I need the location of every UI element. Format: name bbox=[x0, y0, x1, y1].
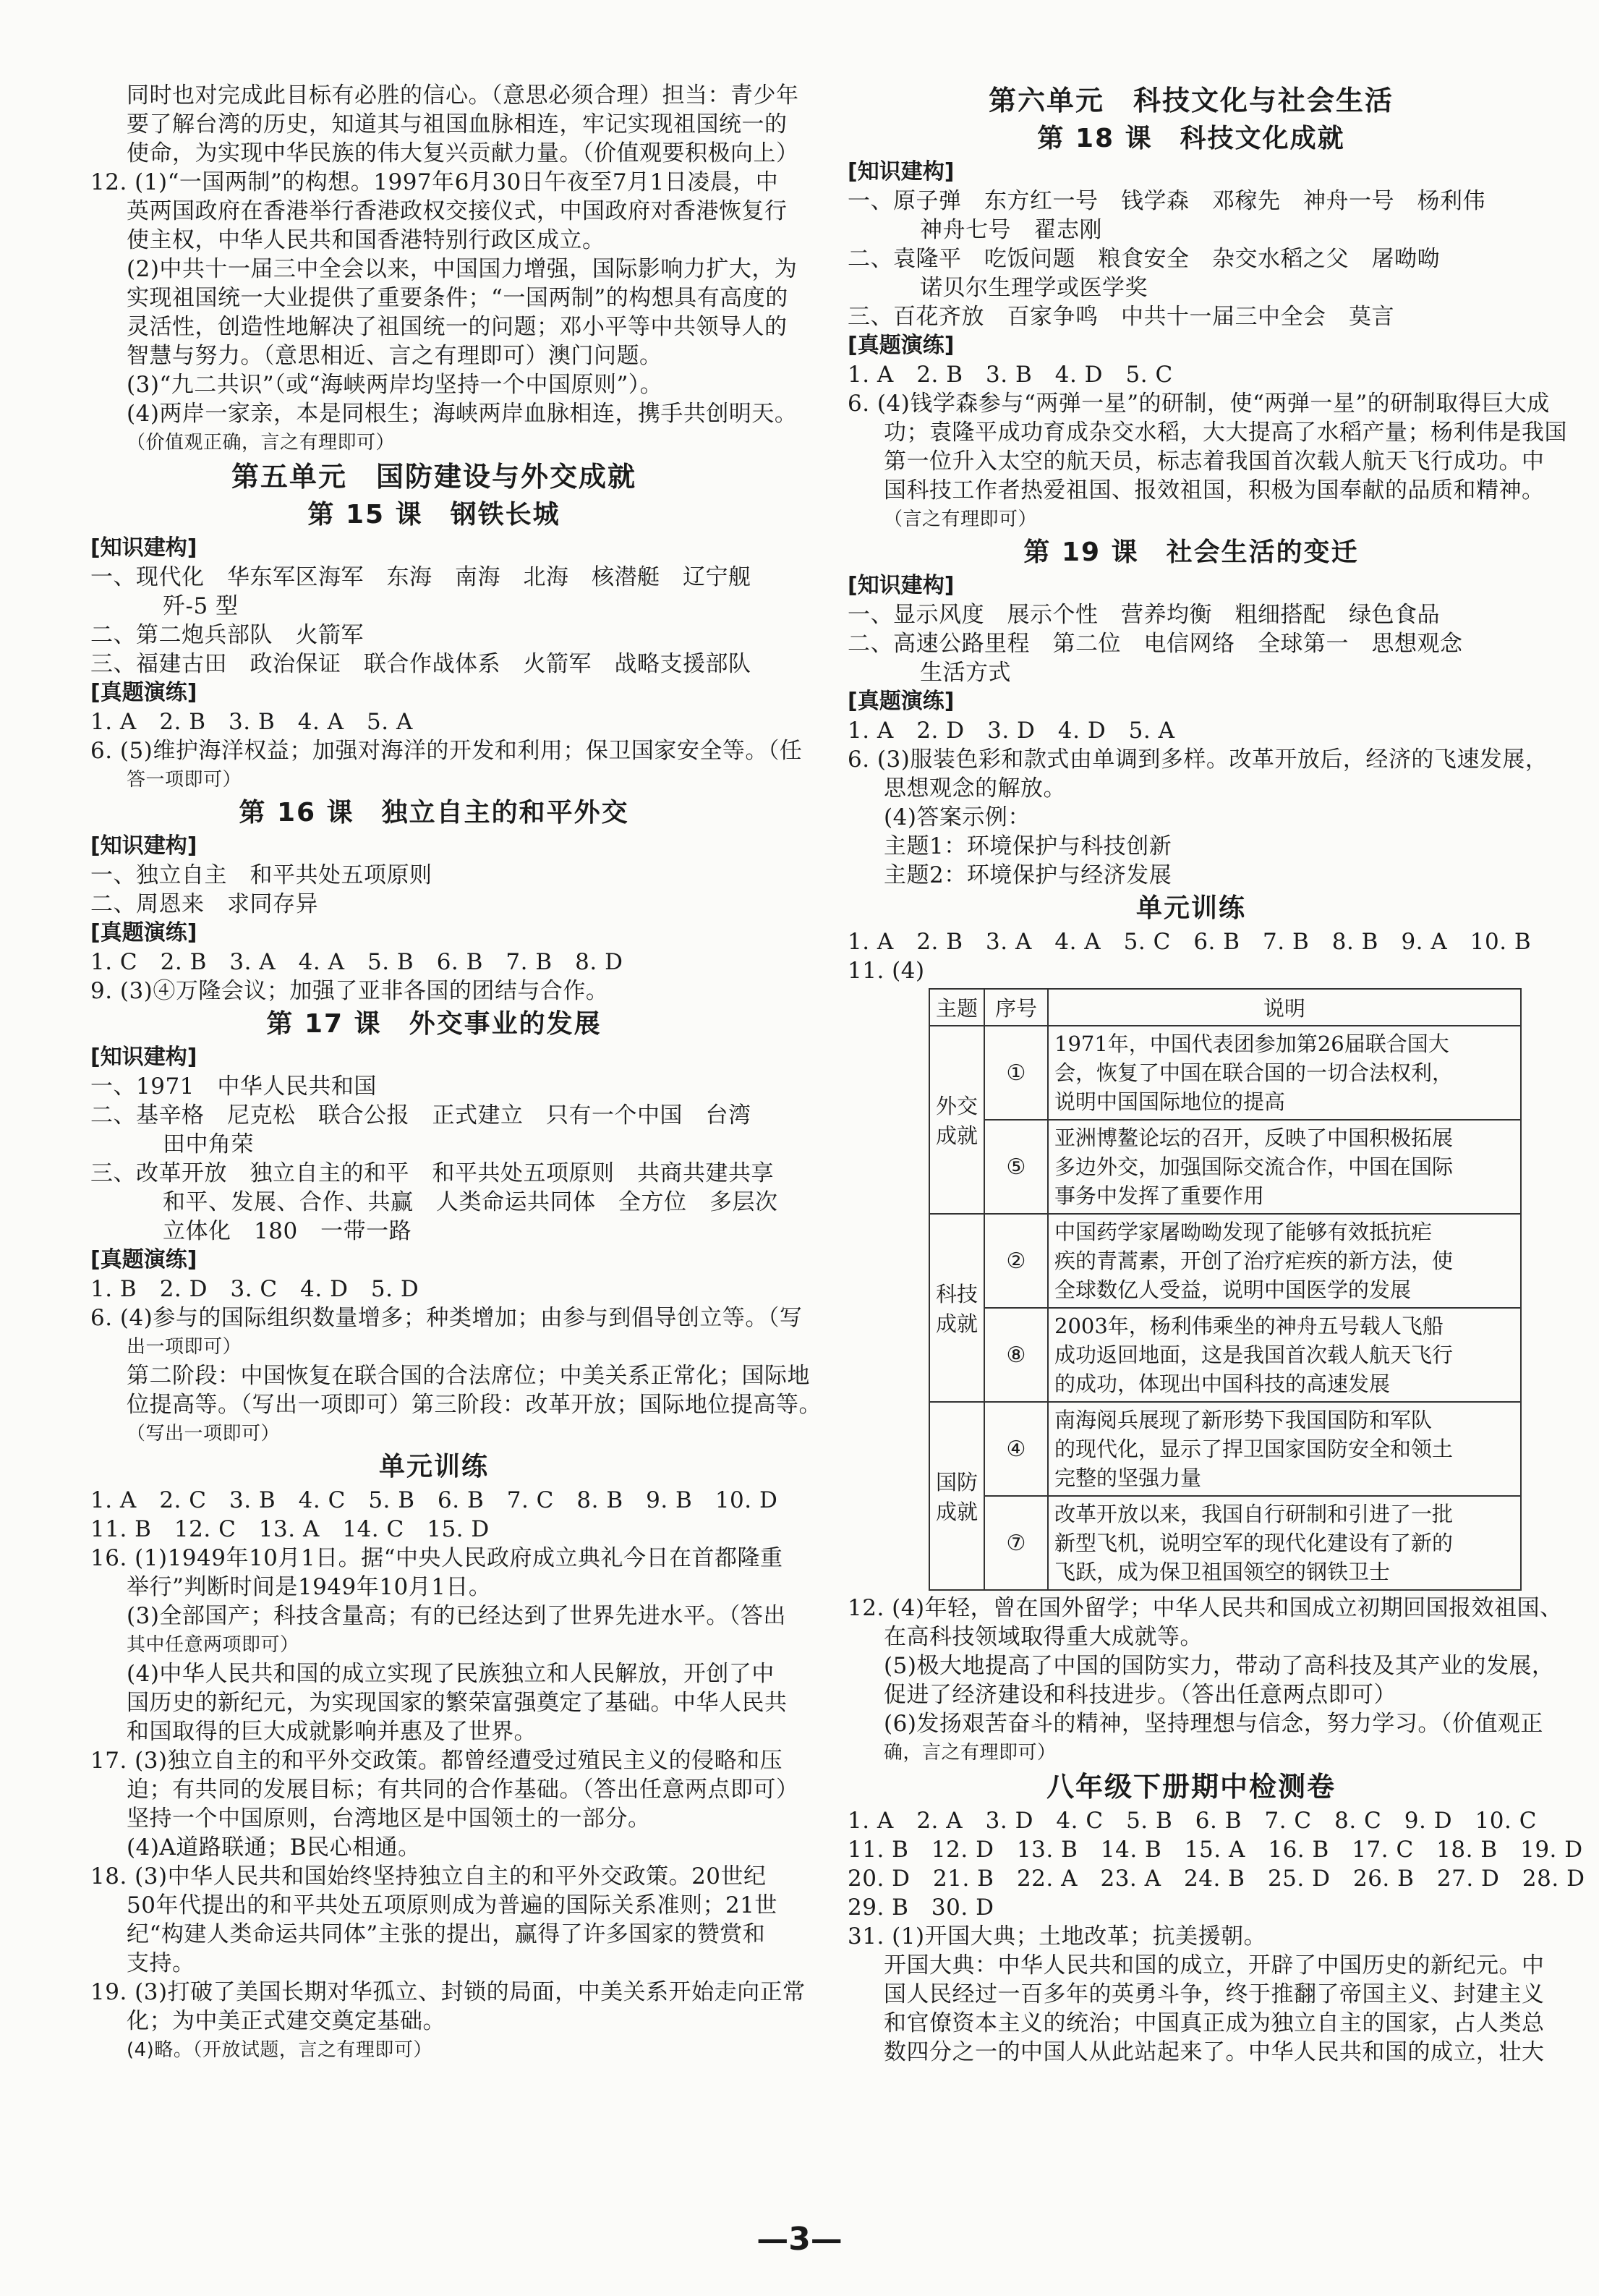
text-line: 和平、发展、合作、共赢 人类命运共同体 全方位 多层次 bbox=[163, 1189, 778, 1215]
text-line: 坚持一个中国原则，台湾地区是中国领土的一部分。 bbox=[127, 1806, 651, 1832]
number-cell: ① bbox=[984, 1026, 1048, 1120]
text-line: 二、周恩来 求同存异 bbox=[90, 891, 318, 917]
text-line: 1. A 2. A 3. D 4. C 5. B 6. B 7. C 8. C 9. D 10. C bbox=[848, 1808, 1537, 1834]
number-cell: ② bbox=[984, 1214, 1048, 1308]
text-line: 歼-5 型 bbox=[163, 593, 239, 619]
text-line: (4)略。（开放试题，言之有理即可） bbox=[127, 2039, 432, 2061]
section-heading: [真题演练] bbox=[848, 333, 955, 358]
table-row bbox=[929, 1120, 1521, 1214]
description-line: 成功返回地面，这是我国首次载人航天飞行 bbox=[1054, 1343, 1454, 1367]
text-line: （言之有理即可） bbox=[884, 509, 1038, 530]
text-line: 20. D 21. B 22. A 23. A 24. B 25. D 26. B 27. D 28. D bbox=[848, 1866, 1585, 1892]
text-line: 19. (3)打破了美国长期对华孤立、封锁的局面，中美关系开始走向正常 bbox=[90, 1979, 806, 2005]
text-line: （写出一项即可） bbox=[127, 1423, 281, 1445]
text-line: 要了解台湾的历史，知道其与祖国血脉相连，牢记实现祖国统一的 bbox=[127, 111, 788, 137]
text-line: 一、独立自主 和平共处五项原则 bbox=[90, 862, 432, 888]
text-line: 和官僚资本主义的统治；中国真正成为独立自主的国家，占人类总 bbox=[884, 2010, 1545, 2036]
text-line: 1. A 2. B 3. B 4. A 5. A bbox=[90, 709, 413, 735]
text-line: 6. (4)参与的国际组织数量增多；种类增加；由参与到倡导创立等。（写 bbox=[90, 1305, 803, 1331]
topic-cell: 科技成就 bbox=[929, 1214, 984, 1402]
text-line: 生活方式 bbox=[920, 660, 1011, 686]
text-line: 二、基辛格 尼克松 联合公报 正式建立 只有一个中国 台湾 bbox=[90, 1102, 751, 1128]
text-line: (6)发扬艰苦奋斗的精神，坚持理想与信念，努力学习。（价值观正 bbox=[884, 1711, 1543, 1737]
text-line: 同时也对完成此目标有必胜的信心。（意思必须合理）担当：青少年 bbox=[127, 82, 799, 109]
text-line: 出一项即可） bbox=[127, 1336, 242, 1358]
text-line: 答一项即可） bbox=[127, 769, 242, 791]
text-line: 1. A 2. D 3. D 4. D 5. A bbox=[848, 718, 1175, 744]
number-cell: ⑧ bbox=[984, 1308, 1048, 1402]
text-line: 英两国政府在香港举行香港政权交接仪式，中国政府对香港恢复行 bbox=[127, 198, 788, 224]
text-line: 二、高速公路里程 第二位 电信网络 全球第一 思想观念 bbox=[848, 631, 1463, 657]
text-line: 29. B 30. D bbox=[848, 1895, 994, 1921]
text-line: 18. (3)中华人民共和国始终坚持独立自主的和平外交政策。20世纪 bbox=[90, 1863, 767, 1889]
text-line: (3)全部国产；科技含量高；有的已经达到了世界先进水平。（答出 bbox=[127, 1603, 786, 1629]
text-line: 6. (3)服装色彩和款式由单调到多样。改革开放后，经济的飞速发展， bbox=[848, 747, 1548, 773]
description-line: 1971年，中国代表团参加第26届联合国大 bbox=[1054, 1032, 1449, 1056]
table-header-row bbox=[929, 989, 1521, 1026]
lesson-title: 第 15 课 钢铁长城 bbox=[307, 500, 560, 530]
section-heading: [真题演练] bbox=[90, 1247, 197, 1272]
text-line: 1. A 2. B 3. A 4. A 5. C 6. B 7. B 8. B 9. A 10. B bbox=[848, 929, 1532, 955]
text-line: 12. (4)年轻，曾在国外留学；中华人民共和国成立初期回国报效祖国、 bbox=[848, 1595, 1563, 1621]
section-heading: [真题演练] bbox=[848, 689, 955, 714]
text-line: 一、现代化 华东军区海军 东海 南海 北海 核潜艇 辽宁舰 bbox=[90, 564, 751, 590]
section-heading: [知识建构] bbox=[848, 573, 955, 598]
header-number: 序号 bbox=[984, 989, 1048, 1026]
answer-table bbox=[929, 988, 1522, 1591]
lesson-title: 第 19 课 社会生活的变迁 bbox=[1023, 537, 1359, 567]
topic-cell: 外交成就 bbox=[929, 1026, 984, 1214]
text-line: 二、第二炮兵部队 火箭军 bbox=[90, 622, 364, 648]
text-line: 国人民经过一百多年的英勇斗争，终于推翻了帝国主义、封建主义 bbox=[884, 1981, 1545, 2007]
text-line: 实现祖国统一大业提供了重要条件；“一国两制”的构想具有高度的 bbox=[127, 285, 788, 311]
description-line: 飞跃，成为保卫祖国领空的钢铁卫士 bbox=[1054, 1560, 1391, 1584]
section-heading: [知识建构] bbox=[90, 833, 197, 859]
text-line: 主题2：环境保护与经济发展 bbox=[884, 862, 1172, 888]
left-column bbox=[90, 81, 822, 2065]
unit-training-title: 单元训练 bbox=[1135, 893, 1246, 923]
lesson-title: 第 16 课 独立自主的和平外交 bbox=[239, 798, 629, 828]
header-description: 说明 bbox=[1048, 989, 1521, 1026]
text-line: 一、原子弹 东方红一号 钱学森 邓稼先 神舟一号 杨利伟 bbox=[848, 188, 1485, 214]
description-line: 多边外交，加强国际交流合作，中国在国际 bbox=[1054, 1155, 1454, 1179]
text-line: 国科技工作者热爱祖国、报效祖国，积极为国奉献的品质和精神。 bbox=[884, 477, 1545, 503]
description-line: 的现代化，显示了捍卫国家国防安全和领土 bbox=[1054, 1437, 1454, 1461]
text-line: 三、百花齐放 百家争鸣 中共十一届三中全会 莫言 bbox=[848, 304, 1394, 330]
text-line: 第二阶段：中国恢复在联合国的合法席位；中美关系正常化；国际地 bbox=[127, 1363, 810, 1389]
text-line: (4)A道路联通；B民心相通。 bbox=[127, 1834, 421, 1861]
unit-title: 第五单元 国防建设与外交成就 bbox=[231, 461, 636, 493]
page-number: —3— bbox=[756, 2221, 843, 2258]
table-row bbox=[929, 1214, 1521, 1308]
description-line: 2003年，杨利伟乘坐的神舟五号载人飞船 bbox=[1054, 1314, 1444, 1338]
header-topic: 主题 bbox=[929, 989, 984, 1026]
text-line: 立体化 180 一带一路 bbox=[163, 1218, 412, 1244]
lesson-title: 第 17 课 外交事业的发展 bbox=[266, 1009, 602, 1039]
text-line: 促进了经济建设和科技进步。（答出任意两点即可） bbox=[884, 1682, 1397, 1708]
table-row bbox=[929, 1308, 1521, 1402]
description-line: 疾的青蒿素，开创了治疗疟疾的新方法，使 bbox=[1054, 1249, 1454, 1273]
description-cell bbox=[1048, 1120, 1521, 1214]
text-line: 6. (5)维护海洋权益；加强对海洋的开发和利用；保卫国家安全等。（任 bbox=[90, 738, 803, 764]
section-heading: [知识建构] bbox=[848, 159, 955, 184]
text-line: 数四分之一的中国人从此站起来了。中华人民共和国的成立，壮大 bbox=[884, 2039, 1545, 2065]
text-line: 智慧与努力。（意思相近、言之有理即可）澳门问题。 bbox=[127, 343, 662, 369]
text-line: 使主权，中华人民共和国香港特别行政区成立。 bbox=[127, 227, 605, 253]
description-line: 说明中国国际地位的提高 bbox=[1054, 1089, 1286, 1114]
text-line: 一、1971 中华人民共和国 bbox=[90, 1073, 377, 1100]
text-line: 1. A 2. B 3. B 4. D 5. C bbox=[848, 362, 1173, 388]
text-line: 功；袁隆平成功育成杂交水稻，大大提高了水稻产量；杨利伟是我国 bbox=[884, 420, 1567, 446]
section-heading: [知识建构] bbox=[90, 535, 197, 561]
unit-training-title: 单元训练 bbox=[378, 1452, 489, 1481]
text-line: 9. (3)④万隆会议；加强了亚非各国的团结与合作。 bbox=[90, 978, 609, 1004]
description-line: 事务中发挥了重要作用 bbox=[1054, 1183, 1265, 1208]
text-line: 二、袁隆平 吃饭问题 粮食安全 杂交水稻之父 屠呦呦 bbox=[848, 246, 1440, 272]
exam-title: 八年级下册期中检测卷 bbox=[1046, 1771, 1336, 1803]
text-line: 17. (3)独立自主的和平外交政策。都曾经遭受过殖民主义的侵略和压 bbox=[90, 1748, 783, 1774]
table-row bbox=[929, 1402, 1521, 1496]
text-line: 位提高等。（写出一项即可）第三阶段：改革开放；国际地位提高等。 bbox=[127, 1392, 822, 1418]
text-line: 其中任意两项即可） bbox=[127, 1634, 299, 1656]
text-line: (2)中共十一届三中全会以来，中国国力增强，国际影响力扩大，为 bbox=[127, 256, 798, 282]
text-line: 三、福建古田 政治保证 联合作战体系 火箭军 战略支援部队 bbox=[90, 651, 751, 677]
text-line: (3)“九二共识”（或“海峡两岸均坚持一个中国原则”）。 bbox=[127, 372, 663, 398]
text-line: 使命，为实现中华民族的伟大复兴贡献力量。（价值观要积极向上） bbox=[127, 140, 799, 166]
text-line: 灵活性，创造性地解决了祖国统一的问题；邓小平等中共领导人的 bbox=[127, 314, 788, 340]
section-heading: [真题演练] bbox=[90, 920, 197, 945]
text-line: 50年代提出的和平共处五项原则成为普遍的国际关系准则；21世 bbox=[127, 1892, 777, 1918]
table-row bbox=[929, 1496, 1521, 1590]
text-line: 第一位升入太空的航天员，标志着我国首次载人航天飞行成功。中 bbox=[884, 448, 1545, 475]
right-column bbox=[848, 81, 1585, 2067]
text-line: 国历史的新纪元，为实现国家的繁荣富强奠定了基础。中华人民共 bbox=[127, 1690, 788, 1716]
topic-cell: 国防成就 bbox=[929, 1402, 984, 1590]
text-line: 1. B 2. D 3. C 4. D 5. D bbox=[90, 1276, 419, 1302]
description-cell bbox=[1048, 1496, 1521, 1590]
text-line: (4)中华人民共和国的成立实现了民族独立和人民解放，开创了中 bbox=[127, 1661, 775, 1687]
text-line: 主题1：环境保护与科技创新 bbox=[884, 833, 1172, 859]
text-line: 化；为中美正式建交奠定基础。 bbox=[127, 2008, 445, 2034]
description-line: 的成功，体现出中国科技的高速发展 bbox=[1054, 1372, 1391, 1396]
number-cell: ④ bbox=[984, 1402, 1048, 1496]
text-line: 田中角荣 bbox=[163, 1131, 254, 1157]
table-row bbox=[929, 1026, 1521, 1120]
description-line: 改革开放以来，我国自行研制和引进了一批 bbox=[1054, 1502, 1454, 1526]
text-line: 神舟七号 翟志刚 bbox=[920, 217, 1102, 243]
description-cell bbox=[1048, 1214, 1521, 1308]
text-line: 纪“构建人类命运共同体”主张的提出，赢得了许多国家的赞赏和 bbox=[127, 1921, 766, 1947]
text-line: 16. (1)1949年10月1日。据“中央人民政府成立典礼今日在首都隆重 bbox=[90, 1545, 783, 1571]
text-line: 确，言之有理即可） bbox=[884, 1742, 1057, 1764]
description-cell bbox=[1048, 1026, 1521, 1120]
text-line: （价值观正确，言之有理即可） bbox=[127, 432, 396, 454]
description-cell bbox=[1048, 1402, 1521, 1496]
description-line: 会，恢复了中国在联合国的一切合法权利， bbox=[1054, 1060, 1454, 1085]
text-line: 1. C 2. B 3. A 4. A 5. B 6. B 7. B 8. D bbox=[90, 949, 623, 975]
number-cell: ⑤ bbox=[984, 1120, 1048, 1214]
description-line: 南海阅兵展现了新形势下我国国防和军队 bbox=[1054, 1408, 1433, 1432]
text-line: 支持。 bbox=[127, 1950, 195, 1976]
text-line: (5)极大地提高了中国的国防实力，带动了高科技及其产业的发展， bbox=[884, 1653, 1555, 1679]
text-line: 12. (1)“一国两制”的构想。1997年6月30日午夜至7月1日凌晨，中 bbox=[90, 169, 779, 195]
text-line: 11. (4) bbox=[848, 958, 925, 984]
unit-title: 第六单元 科技文化与社会生活 bbox=[988, 85, 1394, 116]
text-line: 三、改革开放 独立自主的和平 和平共处五项原则 共商共建共享 bbox=[90, 1160, 774, 1186]
description-line: 中国药学家屠呦呦发现了能够有效抵抗疟 bbox=[1054, 1220, 1433, 1244]
text-line: 6. (4)钱学森参与“两弹一星”的研制，使“两弹一星”的研制取得巨大成 bbox=[848, 391, 1550, 417]
section-heading: [知识建构] bbox=[90, 1045, 197, 1070]
lesson-title: 第 18 课 科技文化成就 bbox=[1037, 124, 1345, 153]
text-line: 思想观念的解放。 bbox=[884, 775, 1066, 802]
text-line: 31. (1)开国大典；土地改革；抗美援朝。 bbox=[848, 1923, 1267, 1950]
text-line: 一、显示风度 展示个性 营养均衡 粗细搭配 绿色食品 bbox=[848, 602, 1440, 628]
text-line: 迫；有共同的发展目标；有共同的合作基础。（答出任意两点即可） bbox=[127, 1777, 799, 1803]
description-line: 完整的坚强力量 bbox=[1054, 1466, 1202, 1490]
text-line: 和国取得的巨大成就影响并惠及了世界。 bbox=[127, 1719, 537, 1745]
description-cell bbox=[1048, 1308, 1521, 1402]
text-line: 11. B 12. C 13. A 14. C 15. D bbox=[90, 1516, 490, 1542]
text-line: 11. B 12. D 13. B 14. B 15. A 16. B 17. C 18. B 19. D bbox=[848, 1837, 1583, 1863]
text-line: (4)答案示例： bbox=[884, 804, 1031, 830]
text-line: 诺贝尔生理学或医学奖 bbox=[920, 275, 1148, 301]
description-line: 亚洲博鳌论坛的召开，反映了中国积极拓展 bbox=[1054, 1126, 1454, 1150]
text-line: 1. A 2. C 3. B 4. C 5. B 6. B 7. C 8. B 9. B 10. D bbox=[90, 1487, 778, 1513]
text-line: 在高科技领域取得重大成就等。 bbox=[884, 1624, 1203, 1650]
text-line: 开国大典：中华人民共和国的成立，开辟了中国历史的新纪元。中 bbox=[884, 1952, 1545, 1978]
description-line: 新型飞机，说明空军的现代化建设有了新的 bbox=[1054, 1531, 1454, 1555]
text-line: 举行”判断时间是1949年10月1日。 bbox=[127, 1574, 492, 1600]
number-cell: ⑦ bbox=[984, 1496, 1048, 1590]
section-heading: [真题演练] bbox=[90, 680, 197, 705]
description-line: 全球数亿人受益，说明中国医学的发展 bbox=[1054, 1277, 1412, 1302]
text-line: (4)两岸一家亲，本是同根生；海峡两岸血脉相连，携手共创明天。 bbox=[127, 401, 798, 427]
